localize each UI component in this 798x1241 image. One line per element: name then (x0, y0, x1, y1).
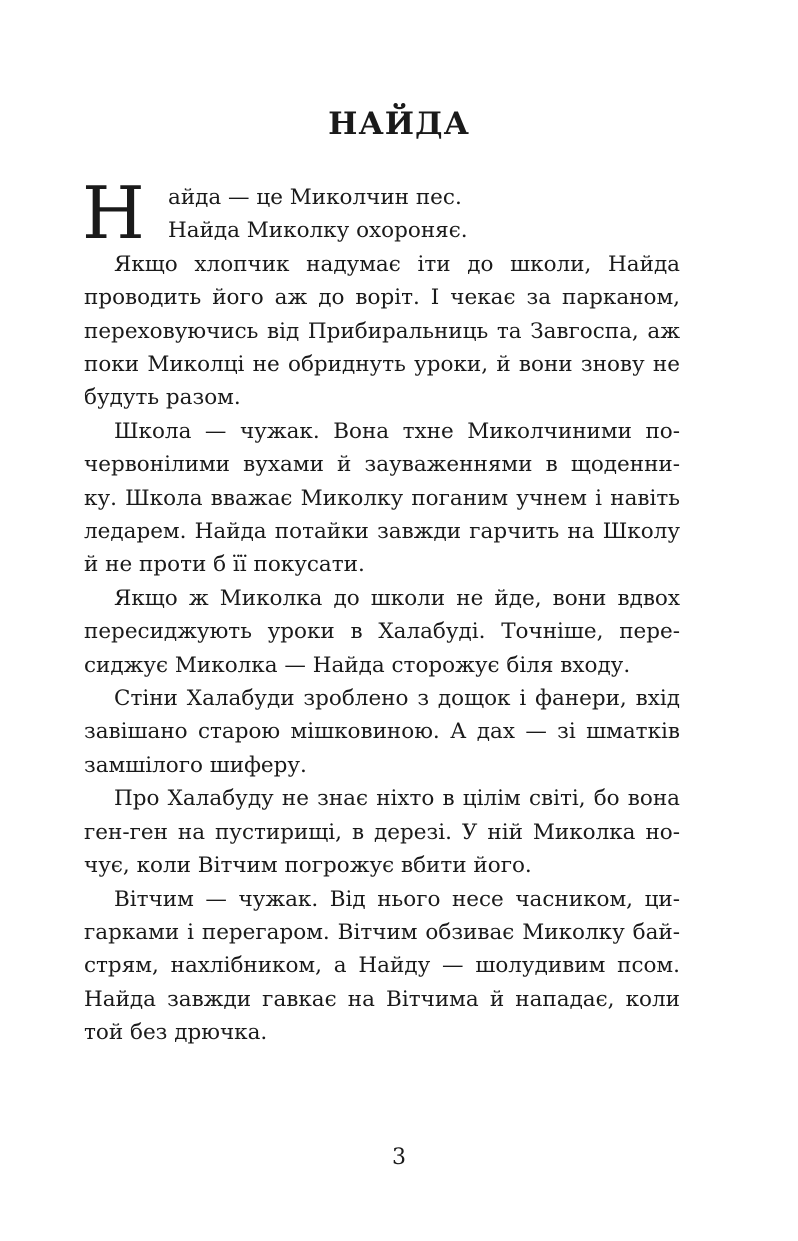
text-line: замшілого шиферу. (84, 752, 307, 778)
opening-paragraph (82, 171, 680, 255)
opening-lines (168, 181, 468, 248)
text-line: айда — це Миколчин пес. (168, 185, 462, 210)
page-number: 3 (392, 1145, 406, 1170)
text-line: Вітчим — чужак. Від нього несе часником, ци- (114, 886, 680, 912)
text-line: переховуючись від Прибиральниць та Завгоспа, аж (84, 318, 680, 344)
text-line: й не проти б її покусати. (84, 552, 365, 578)
chapter-title: НАЙДА (328, 106, 470, 142)
text-line: проводить його аж до воріт. І чекає за парканом, (84, 285, 680, 311)
text-line: червонілими вухами й зауваженнями в щоденни- (84, 452, 680, 478)
text-line: ледарем. Найда потайки завжди гарчить на Школу (84, 519, 680, 545)
text-line: Найда завжди гавкає на Вітчима й нападає, коли (84, 986, 680, 1012)
text-line: стрям, нахлібником, а Найду — шолудивим псом. (84, 953, 680, 979)
paragraph (84, 682, 680, 782)
text-line: ген-ген на пустирищі, в дерезі. У ній Миколка но- (84, 819, 680, 845)
text-line: Якщо хлопчик надумає іти до школи, Найда (114, 251, 680, 277)
text-line: Про Халабуду не знає ніхто в цілім світі, бо вона (114, 786, 680, 812)
text-line: гарками і перегаром. Вітчим обзиває Миколку бай- (84, 919, 680, 945)
text-line: сиджує Миколка — Найда сторожує біля входу. (84, 652, 631, 678)
paragraphs (84, 248, 680, 1050)
text-line: Якщо ж Миколка до школи не йде, вони вдвох (114, 585, 680, 611)
paragraph (84, 415, 680, 582)
drop-cap: Н (82, 171, 145, 255)
text-line: Найда Миколку охороняє. (168, 218, 468, 244)
paragraph (84, 582, 680, 682)
text-line: будуть разом. (84, 385, 241, 411)
text-line: Стіни Халабуди зроблено з дощок і фанери, вхід (114, 686, 680, 712)
text-line: пересиджують уроки в Халабуді. Точніше, пере- (84, 619, 680, 645)
paragraph (84, 248, 680, 415)
text-line: той без дрючка. (84, 1020, 268, 1046)
chapter-body (82, 171, 680, 1050)
text-line: ку. Школа вважає Миколку поганим учнем і навіть (84, 485, 680, 511)
text-line: завішано старою мішковиною. А дах — зі шматків (84, 719, 680, 745)
text-line: чує, коли Вітчим погрожує вбити його. (84, 853, 532, 879)
paragraph (84, 883, 680, 1050)
text-line: поки Миколці не обриднуть уроки, й вони знову не (84, 352, 680, 378)
text-line: Школа — чужак. Вона тхне Миколчиними по- (114, 418, 680, 444)
paragraph (84, 782, 680, 882)
